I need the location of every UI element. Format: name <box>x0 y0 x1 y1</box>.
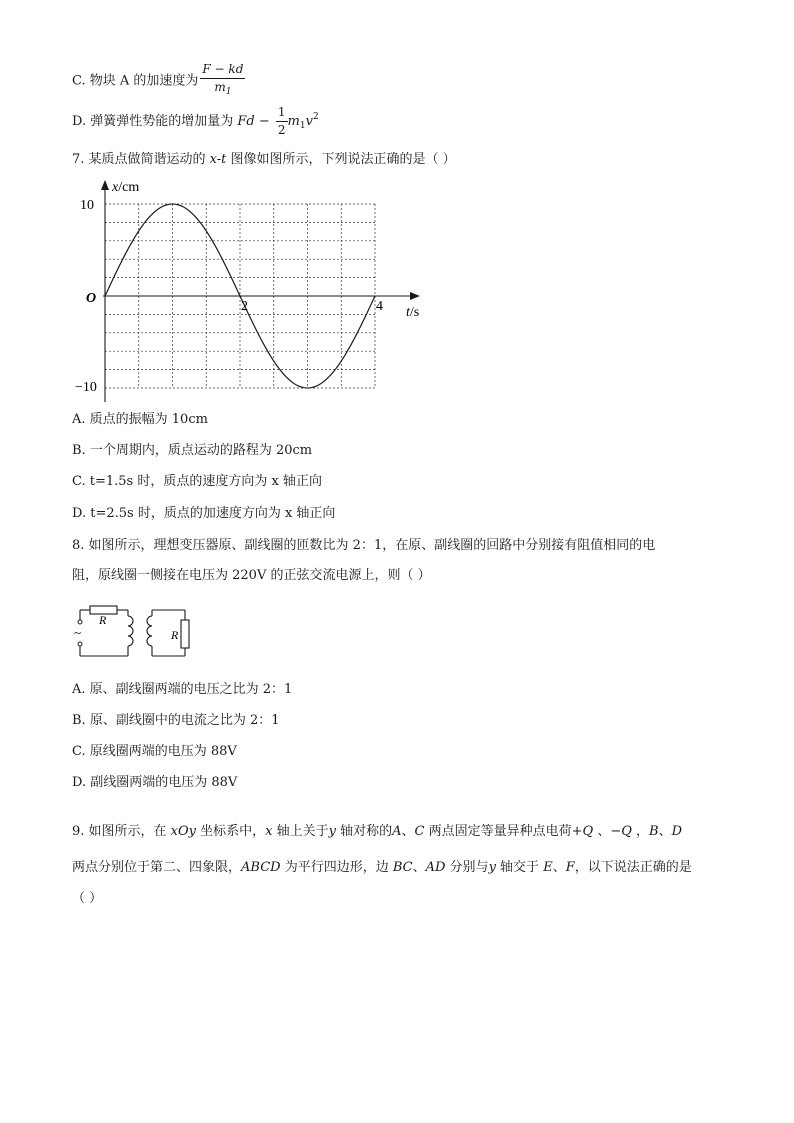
secondary-coil <box>147 616 152 646</box>
q6-option-c-text: C. 物块 A 的加速度为 <box>72 73 199 89</box>
y-axis-label: x/cm <box>112 180 140 195</box>
secondary-resistor <box>181 620 189 648</box>
q6-c-frac-numerator: F − kd <box>200 62 245 79</box>
x-axis-arrow-icon <box>410 292 420 300</box>
q9-stem-line3: （ ） <box>72 891 103 906</box>
q8-option-a: A. 原、副线圈两端的电压之比为 2：1 <box>72 682 293 697</box>
q6-option-d-text: D. 弹簧弹性势能的增加量为 <box>72 114 238 129</box>
primary-coil <box>128 616 133 646</box>
q8-option-d: D. 副线圈两端的电压为 88V <box>72 775 238 790</box>
ac-source-symbol: ~ <box>74 625 82 640</box>
q6-c-frac-denominator: $m_1$ <box>214 80 232 97</box>
q7-option-d: D. t=2.5s 时，质点的加速度方向为 x 轴正向 <box>72 506 336 521</box>
x-tick-2: 2 <box>241 299 248 314</box>
q8-transformer-circuit <box>70 600 200 664</box>
q8-option-c: C. 原线圈两端的电压为 88V <box>72 744 237 759</box>
r1-label: R <box>99 613 107 627</box>
q7-xt-graph <box>70 172 430 404</box>
q8-option-b: B. 原、副线圈中的电流之比为 2：1 <box>72 713 280 728</box>
q8-stem-line2: 阻，原线圈一侧接在电压为 220V 的正弦交流电源上，则（ ） <box>72 568 431 583</box>
q8-stem-line1: 8. 如图所示，理想变压器原、副线圈的匝数比为 2：1，在原、副线圈的回路中分别接有阻值相同的电 <box>72 538 656 553</box>
q6-d-fraction: $\frac{1}{2}$ <box>277 105 286 137</box>
source-terminal-bottom <box>78 642 82 646</box>
y-tick-10: 10 <box>80 198 94 213</box>
q9-stem-line2: 两点分别位于第二、四象限，ABCD 为平行四边形，边 BC、AD 分别与y 轴交于 E、F，以下说法正确的是 <box>72 860 692 875</box>
q6-c-fraction <box>200 62 245 100</box>
q7-option-a: A. 质点的振幅为 10cm <box>72 412 208 427</box>
origin-label: O <box>86 291 97 306</box>
r2-label: R <box>171 628 179 642</box>
x-tick-4: 4 <box>376 299 383 314</box>
q6-option-d: D. 弹簧弹性势能的增加量为 Fd − $\frac{1}{2}$ $m_1v^2$ <box>72 105 319 137</box>
y-tick-neg10: −10 <box>75 380 97 395</box>
y-axis-arrow-icon <box>101 180 109 190</box>
q7-option-b: B. 一个周期内，质点运动的路程为 20cm <box>72 443 313 458</box>
q7-option-c: C. t=1.5s 时，质点的速度方向为 x 轴正向 <box>72 474 322 489</box>
q7-stem: 7. 某质点做简谐运动的 x-t 图像如图所示，下列说法正确的是（ ） <box>72 152 456 167</box>
q6-option-c <box>72 62 245 100</box>
source-terminal-top <box>78 620 82 624</box>
q9-stem-line1: 9. 如图所示，在 xOy 坐标系中，x 轴上关于y 轴对称的A、C 两点固定等量异种点电荷+Q 、−Q ，B、D <box>72 824 683 839</box>
x-axis-label: t/s <box>406 305 420 320</box>
